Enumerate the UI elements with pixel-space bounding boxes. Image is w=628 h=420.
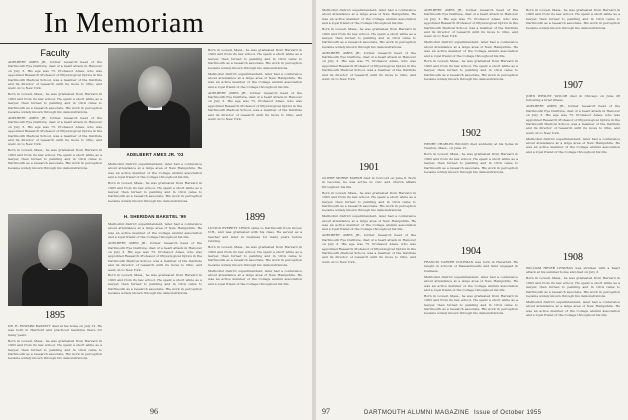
footer-issue: Issue of October 1955	[474, 410, 542, 416]
col2b-paragraph-2: ADELBERT AMES JR., former research head of the Dartmouth Eye Institute, died of a heart attack in Hanover on July 3. His age was 75. Professor Ames, who was appointed Research Professor of Physiological Optics in the Dartmouth Medical School, was a member of the Institute and its director of research until its move to Ohio, and went on to New York.	[108, 241, 202, 272]
photo-caption-ames: ADELBERT AMES JR. '03	[126, 152, 184, 157]
class-1908-paragraph-2: Born in Lowell, Mass., he was graduated from Harvard in 1903 and from its law school. He spent a short while as a lawyer, then turned to painting and in 1914 came to Dartmouth as a research associate. His work in perception became widely known through his demonstrations.	[526, 276, 620, 298]
rc2-paragraph-3: Born in Lowell, Mass., he was graduated from Harvard in 1903 and from its law school. He spent a short while as a lawyer, then turned to painting and in 1914 came to Dartmouth as a research associate. His work in perception became widely known through his demonstrations.	[424, 59, 518, 82]
photo-head	[138, 66, 172, 108]
faculty-paragraph-2: Born in Lowell, Mass., he was graduated from Harvard in 1903 and from its law school. He spent a short while as a lawyer, then turned to painting and in 1914 came to Dartmouth as a research associate. His work in perception became widely known through his demonstrations.	[8, 92, 102, 114]
page-title: In Memoriam	[44, 8, 205, 39]
rc1-paragraph: Methodist district superintendent, later had a conference about attendance at a large area of New Hampshire. He was an active member of the College alumni association and a loyal friend of the College throughout his life.	[322, 8, 416, 26]
class-1904-paragraph-3: Born in Lowell, Mass., he was graduated from Harvard in 1903 and from its law school. He spent a short while as a lawyer, then turned to painting and in 1914 came to Dartmouth as a research associate. His work in perception became widely known through his demonstrations.	[424, 293, 518, 316]
text-column-2b	[108, 222, 202, 408]
faculty-paragraph-3: ADELBERT AMES JR., former research head of the Dartmouth Eye Institute, died of a heart attack in Hanover on July 3. His age was 75. Professor Ames, who was appointed Research Professor of Physiological Optics in the Dartmouth Medical School, was a member of the Institute and its director of research until its move to Ohio, and went on to New York.	[8, 115, 102, 147]
right-column-3c	[526, 266, 620, 402]
rc1-paragraph-2: Born in Lowell, Mass., he was graduated from Harvard in 1903 and from its law school. He spent a short while as a lawyer, then turned to painting and in 1914 came to Dartmouth as a research associate. His work in perception became widely known through his demonstrations.	[322, 27, 416, 49]
class-1907-paragraph-3: Methodist district superintendent, later had a conference about attendance at a large area of New Hampshire. He was an active member of the College alumni association and a loyal friend of the College throughout his life.	[526, 136, 620, 154]
photo-caption-baketel: H. SHERIDAN BAKETEL '99	[123, 214, 187, 219]
col3-paragraph-2: Methodist district superintendent, later had a conference about attendance at a large area of New Hampshire. He was an active member of the College alumni association and a loyal friend of the College throughout his life.	[208, 71, 302, 89]
right-column-2c	[424, 260, 518, 402]
class-1904-paragraph: FRANCIS CARVER COLEMAN was born in Haverhill. He taught in schools of Massachusetts and later engaged in business.	[424, 260, 518, 273]
class-year-1908: 1908	[563, 252, 583, 263]
right-column-1b	[322, 176, 416, 402]
class-1895-paragraph-2: Born in Lowell, Mass., he was graduated from Harvard in 1903 and from its law school. He spent a short while as a lawyer, then turned to painting and in 1914 came to Dartmouth as a research associate. His work in perception became widely known through his demonstrations.	[8, 338, 102, 361]
class-1899-paragraph-2: Born in Lowell, Mass., he was graduated from Harvard in 1903 and from its law school. He spent a short while as a lawyer, then turned to painting and in 1914 came to Dartmouth as a research associate. His work in perception became widely known through his demonstrations.	[208, 245, 302, 267]
class-1895-paragraph: DR. H. EDWARD BASSETT died at his home on July 12. He was born in Hartford and practiced medicine there for many years.	[8, 324, 102, 337]
text-column-1b	[8, 324, 102, 408]
section-heading-faculty: Faculty	[40, 48, 70, 58]
portrait-photo-ames	[108, 48, 202, 148]
rc2-paragraph: ADELBERT AMES JR., former research head of the Dartmouth Eye Institute, died of a heart attack in Hanover on July 3. His age was 75. Professor Ames, who was appointed Research Professor of Physiological Optics in the Dartmouth Medical School, was a member of the Institute and its director of research until its move to Ohio, and went on to New York.	[424, 8, 518, 39]
class-1907-paragraph: JOHN WESLEY TAYLOR died in Chicago on June 28 following a brief illness.	[526, 94, 620, 103]
class-1901-paragraph-2: Born in Lowell, Mass., he was graduated from Harvard in 1903 and from its law school. He spent a short while as a lawyer, then turned to painting and in 1914 came to Dartmouth as a research associate. His work in perception became widely known through his demonstrations.	[322, 190, 416, 213]
page-number-left: 96	[150, 407, 158, 416]
col2b-paragraph: Methodist district superintendent, later had a conference about attendance at a large area of New Hampshire. He was an active member of the College alumni association and a loyal friend of the College throughout his life.	[108, 222, 202, 240]
text-column-3b	[208, 226, 302, 408]
rc2-paragraph-2: Methodist district superintendent, later had a conference about attendance at a large area of New Hampshire. He was an active member of the College alumni association and a loyal friend of the College throughout his life.	[424, 40, 518, 58]
class-1902-paragraph: HENRY CHARLES WILSON died suddenly at his home in Newton, Mass., on June 15.	[424, 142, 518, 151]
class-1902-paragraph-2: Born in Lowell, Mass., he was graduated from Harvard in 1903 and from its law school. He spent a short while as a lawyer, then turned to painting and in 1914 came to Dartmouth as a research associate. His work in perception became widely known through his demonstrations.	[424, 152, 518, 174]
right-column-1a	[322, 8, 416, 158]
class-1899-paragraph: LUCIUS EVERETT LEWIS came to Dartmouth from Dover, N.H., and was graduated with his class. He served as a teacher and later in business for many years before retiring.	[208, 226, 302, 244]
class-year-1901: 1901	[359, 162, 379, 173]
right-page	[316, 0, 628, 420]
right-column-3b	[526, 94, 620, 250]
photo-head-2	[38, 230, 72, 270]
rc1-paragraph-3: ADELBERT AMES JR., former research head of the Dartmouth Eye Institute, died of a heart attack in Hanover on July 3. His age was 75. Professor Ames, who was appointed Research Professor of Physiological Optics in the Dartmouth Medical School, was a member of the Institute and its director of research until its move to Ohio, and went on to New York.	[322, 50, 416, 82]
class-year-1904: 1904	[461, 246, 481, 257]
portrait-photo-baketel	[8, 214, 102, 306]
class-1908-paragraph: WILLIAM HEYER LENIHAN was stricken with a heart attack at his summer home and died on July 3.	[526, 266, 620, 275]
left-page	[0, 0, 312, 420]
right-column-3a	[526, 8, 620, 78]
title-rule	[0, 43, 312, 44]
footer-magazine-name: DARTMOUTH ALUMNI MAGAZINE	[364, 410, 470, 416]
col2b-paragraph-3: Born in Lowell, Mass., he was graduated from Harvard in 1903 and from its law school. He spent a short while as a lawyer, then turned to painting and in 1914 came to Dartmouth as a research associate. His work in perception became widely known through his demonstrations.	[108, 273, 202, 296]
page-number-right: 97	[322, 407, 330, 416]
text-column-2a	[108, 162, 202, 210]
class-1901-paragraph: OLIVER MORSE MARSH died in Concord on June 8. Born in Laconia, he was active in civic and church affairs throughout his life.	[322, 176, 416, 189]
faculty-paragraph: ADELBERT AMES JR., former research head of the Dartmouth Eye Institute, died of a heart attack in Hanover on July 3. His age was 75. Professor Ames, who was appointed Research Professor of Physiological Optics in the Dartmouth Medical School, was a member of the Institute and its director of research until its move to Ohio, and went on to New York.	[8, 60, 102, 91]
right-column-2b	[424, 142, 518, 242]
class-1904-paragraph-2: Methodist district superintendent, later had a conference about attendance at a large area of New Hampshire. He was an active member of the College alumni association and a loyal friend of the College throughout his life.	[424, 274, 518, 292]
class-1901-paragraph-4: ADELBERT AMES JR., former research head of the Dartmouth Eye Institute, died of a heart attack in Hanover on July 3. His age was 75. Professor Ames, who was appointed Research Professor of Physiological Optics in the Dartmouth Medical School, was a member of the Institute and its director of research until its move to Ohio, and went on to New York.	[322, 233, 416, 264]
faculty-paragraph-4: Born in Lowell, Mass., he was graduated from Harvard in 1903 and from its law school. He spent a short while as a lawyer, then turned to painting and in 1914 came to Dartmouth as a research associate. His work in perception became widely known through his demonstrations.	[8, 148, 102, 170]
text-column-3a	[208, 48, 302, 208]
class-1908-paragraph-3: Methodist district superintendent, later had a conference about attendance at a large area of New Hampshire. He was an active member of the College alumni association and a loyal friend of the College throughout his life.	[526, 299, 620, 318]
class-year-1899: 1899	[245, 212, 265, 223]
class-year-1902: 1902	[461, 128, 481, 139]
class-year-1907: 1907	[563, 80, 583, 91]
class-year-1895: 1895	[45, 310, 65, 321]
col3-paragraph: Born in Lowell, Mass., he was graduated from Harvard in 1903 and from its law school. He spent a short while as a lawyer, then turned to painting and in 1914 came to Dartmouth as a research associate. His work in perception became widely known through his demonstrations.	[208, 48, 302, 70]
class-1899-paragraph-3: Methodist district superintendent, later had a conference about attendance at a large area of New Hampshire. He was an active member of the College alumni association and a loyal friend of the College throughout his life.	[208, 268, 302, 286]
faculty-text-column	[8, 60, 102, 210]
col2-paragraph: Methodist district superintendent, later had a conference about attendance at a large area of New Hampshire. He was an active member of the College alumni association and a loyal friend of the College throughout his life.	[108, 162, 202, 180]
class-1907-paragraph-2: ADELBERT AMES JR., former research head of the Dartmouth Eye Institute, died of a heart attack in Hanover on July 3. His age was 75. Professor Ames, who was appointed Research Professor of Physiological Optics in the Dartmouth Medical School, was a member of the Institute and its director of research until its move to Ohio, and went on to New York.	[526, 104, 620, 135]
class-1901-paragraph-3: Methodist district superintendent, later had a conference about attendance at a large area of New Hampshire. He was an active member of the College alumni association and a loyal friend of the College throughout his life.	[322, 214, 416, 232]
col3-paragraph-3: ADELBERT AMES JR., former research head of the Dartmouth Eye Institute, died of a heart attack in Hanover on July 3. His age was 75. Professor Ames, who was appointed Research Professor of Physiological Optics in the Dartmouth Medical School, was a member of the Institute and its director of research until its move to Ohio, and went on to New York.	[208, 90, 302, 122]
rc3-paragraph: Born in Lowell, Mass., he was graduated from Harvard in 1903 and from its law school. He spent a short while as a lawyer, then turned to painting and in 1914 came to Dartmouth as a research associate. His work in perception became widely known through his demonstrations.	[526, 8, 620, 30]
col2-paragraph-2: Born in Lowell, Mass., he was graduated from Harvard in 1903 and from its law school. He spent a short while as a lawyer, then turned to painting and in 1914 came to Dartmouth as a research associate. His work in perception became widely known through his demonstrations.	[108, 181, 202, 203]
